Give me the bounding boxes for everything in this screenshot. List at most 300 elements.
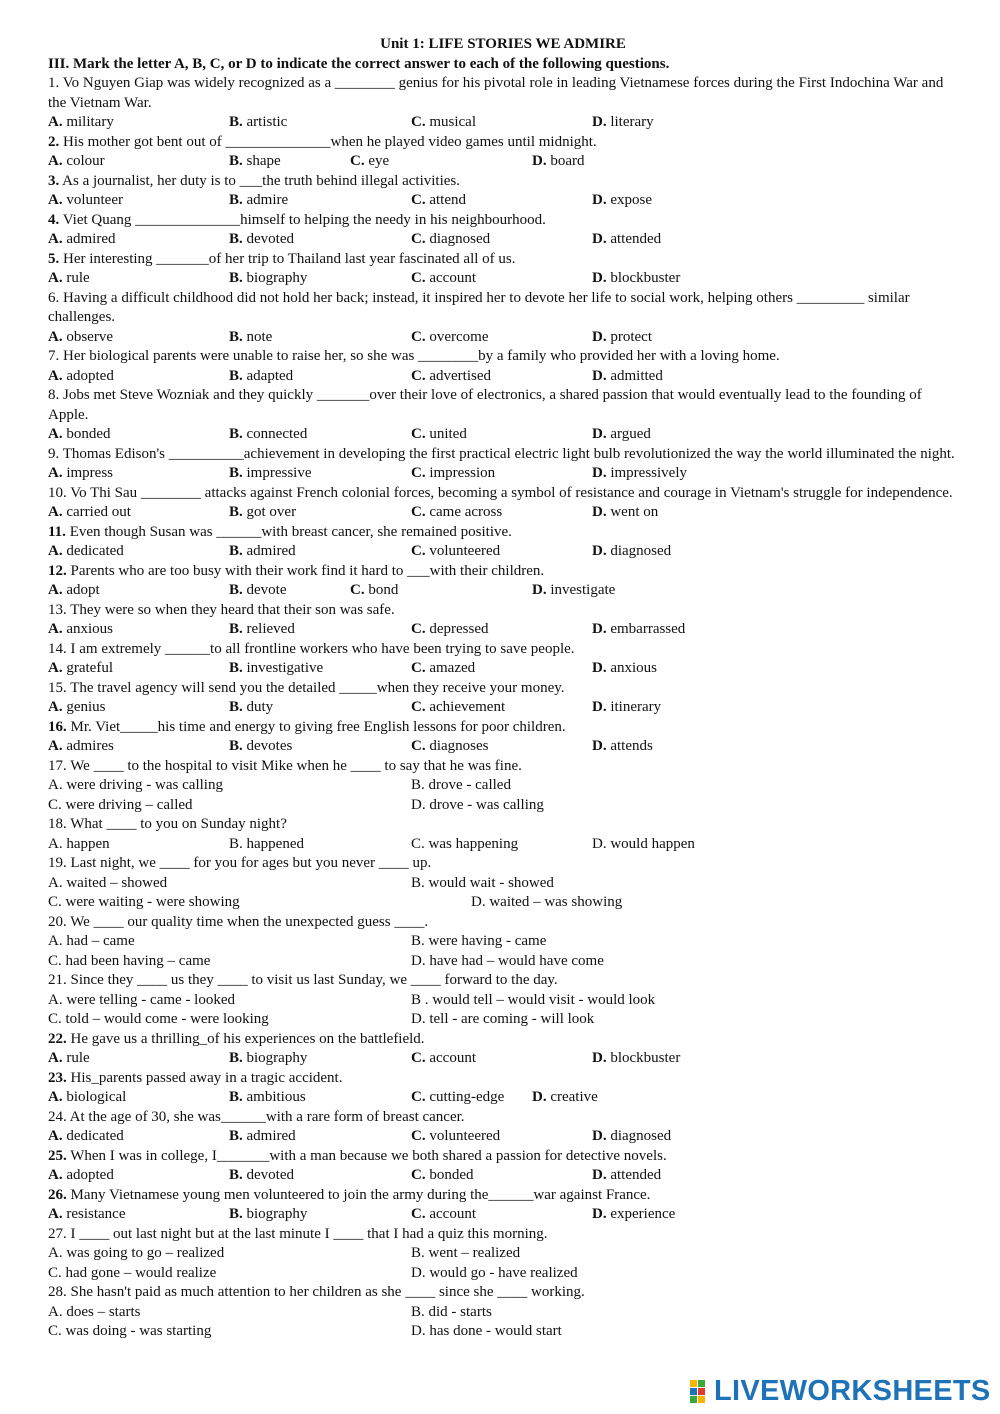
- option-text: resistance: [66, 1206, 126, 1222]
- answer-option[interactable]: [411, 269, 476, 289]
- option-text: experience: [610, 1206, 676, 1222]
- answer-option[interactable]: C. had been having – came: [48, 952, 211, 969]
- answer-option[interactable]: [592, 425, 651, 445]
- question-item: [48, 718, 958, 757]
- answer-option[interactable]: [48, 269, 90, 289]
- answer-option[interactable]: [229, 328, 272, 348]
- question-text: [48, 1147, 958, 1167]
- option-letter: B.: [229, 1128, 243, 1144]
- answer-option[interactable]: B. happened: [229, 835, 304, 852]
- question-number: 2.: [48, 133, 60, 150]
- option-letter: B.: [229, 699, 243, 715]
- option-text: biography: [246, 270, 308, 286]
- answer-option[interactable]: [229, 269, 307, 289]
- option-text: bonded: [429, 1167, 474, 1183]
- answer-option[interactable]: [48, 1088, 126, 1108]
- question-text: [48, 1030, 958, 1050]
- answer-option[interactable]: [229, 1088, 306, 1108]
- answer-option[interactable]: [532, 581, 615, 601]
- answer-option[interactable]: [592, 269, 680, 289]
- options-row: [48, 1049, 958, 1069]
- answer-option[interactable]: [411, 230, 490, 250]
- option-text: amazed: [429, 660, 476, 676]
- answer-option[interactable]: A. were driving - was calling: [48, 777, 223, 793]
- question-stem: Since they ____ us they ____ to visit us last Sunday, we ____ forward to the day.: [66, 972, 558, 988]
- answer-option[interactable]: [229, 737, 292, 757]
- question-stem: Parents who are too busy with their work find it hard to ___with their children.: [66, 562, 545, 579]
- answer-option[interactable]: [229, 503, 296, 523]
- question-number: 5.: [48, 250, 60, 267]
- answer-option[interactable]: [229, 542, 296, 562]
- option-letter: A.: [48, 231, 63, 247]
- answer-option[interactable]: [411, 737, 489, 757]
- option-letter: D.: [592, 192, 607, 208]
- option-text: colour: [66, 153, 105, 169]
- answer-option[interactable]: [592, 1127, 671, 1147]
- answer-option[interactable]: A. happen: [48, 835, 110, 852]
- option-letter: B.: [229, 504, 243, 520]
- answer-option[interactable]: [592, 620, 685, 640]
- option-text: anxious: [610, 660, 658, 676]
- answer-option[interactable]: A. had – came: [48, 933, 135, 949]
- option-letter: B.: [229, 367, 243, 384]
- option-letter: D.: [592, 1050, 607, 1066]
- option-letter: D.: [592, 231, 607, 247]
- answer-option[interactable]: D. have had – would have come: [411, 952, 604, 969]
- answer-option[interactable]: C. were driving – called: [48, 796, 193, 813]
- options-row: [48, 152, 958, 172]
- answer-option[interactable]: [592, 659, 657, 679]
- question-item: [48, 1147, 958, 1186]
- options-row: [48, 503, 958, 523]
- answer-option[interactable]: [592, 503, 658, 523]
- answer-option[interactable]: [229, 1205, 307, 1225]
- option-letter: C.: [411, 1128, 426, 1144]
- answer-option[interactable]: D. would happen: [592, 835, 695, 852]
- option-text: literary: [610, 114, 654, 130]
- answer-option[interactable]: [229, 191, 288, 211]
- option-text: overcome: [429, 328, 489, 345]
- question-text: [48, 347, 958, 367]
- question-item: [48, 971, 958, 1030]
- question-number: 14.: [48, 640, 67, 657]
- answer-option[interactable]: [411, 1127, 500, 1147]
- options-row: [48, 796, 958, 816]
- option-text: observe: [66, 328, 113, 345]
- answer-option[interactable]: [411, 113, 476, 133]
- options-row: [48, 1010, 958, 1030]
- option-text: biography: [246, 1206, 308, 1222]
- option-letter: B.: [229, 543, 243, 559]
- option-letter: C.: [411, 231, 426, 247]
- answer-option[interactable]: [48, 152, 105, 172]
- option-text: duty: [246, 699, 274, 715]
- question-number: 10.: [48, 484, 67, 501]
- answer-option[interactable]: D. would go - have realized: [411, 1264, 578, 1281]
- answer-option[interactable]: B. drove - called: [411, 777, 511, 793]
- question-text: [48, 133, 958, 153]
- question-text: [48, 289, 958, 328]
- option-text: advertised: [429, 367, 491, 384]
- option-letter: A.: [48, 367, 63, 384]
- answer-option[interactable]: [48, 1166, 114, 1186]
- question-item: [48, 74, 958, 133]
- question-text: [48, 562, 958, 582]
- question-number: 13.: [48, 601, 67, 618]
- option-text: got over: [246, 504, 297, 520]
- answer-option[interactable]: [411, 1088, 504, 1108]
- options-row: [48, 952, 958, 972]
- question-stem: The travel agency will send you the detailed _____when they receive your money.: [66, 679, 565, 696]
- answer-option[interactable]: [48, 659, 113, 679]
- question-number: 15.: [48, 679, 67, 696]
- answer-option[interactable]: [229, 1049, 307, 1069]
- answer-option[interactable]: D. tell - are coming - will look: [411, 1011, 595, 1027]
- answer-option[interactable]: [592, 113, 654, 133]
- question-text: [48, 484, 958, 504]
- answer-option[interactable]: [532, 1088, 598, 1108]
- question-item: [48, 445, 958, 484]
- answer-option[interactable]: [48, 1049, 90, 1069]
- option-text: rule: [66, 270, 90, 286]
- option-letter: A.: [48, 582, 63, 598]
- answer-option[interactable]: [48, 1205, 125, 1225]
- option-letter: B.: [229, 153, 243, 169]
- answer-option[interactable]: [229, 581, 287, 601]
- answer-option[interactable]: [592, 367, 663, 387]
- answer-option[interactable]: D. waited – was showing: [471, 894, 623, 910]
- answer-option[interactable]: [592, 737, 653, 757]
- option-text: cutting-edge: [429, 1089, 505, 1105]
- option-letter: C.: [411, 621, 426, 637]
- question-text: [48, 211, 958, 231]
- option-text: admired: [66, 231, 116, 247]
- option-letter: C.: [411, 367, 426, 384]
- option-text: connected: [246, 426, 308, 442]
- option-letter: C.: [411, 328, 426, 345]
- answer-option[interactable]: [48, 620, 113, 640]
- option-text: devoted: [246, 231, 294, 247]
- answer-option[interactable]: B . would tell – would visit - would look: [411, 991, 656, 1008]
- answer-option[interactable]: C. had gone – would realize: [48, 1264, 217, 1281]
- answer-option[interactable]: [350, 152, 389, 172]
- option-letter: D.: [532, 582, 547, 598]
- option-letter: C.: [411, 1050, 426, 1066]
- question-item: [48, 386, 958, 445]
- option-text: adapted: [246, 367, 294, 384]
- question-text: [48, 1283, 958, 1303]
- question-item: [48, 289, 958, 348]
- question-number: 4.: [48, 211, 60, 228]
- option-letter: B.: [229, 114, 243, 130]
- option-text: volunteer: [66, 192, 123, 208]
- answer-option[interactable]: A. were telling - came - looked: [48, 991, 236, 1008]
- question-text: [48, 250, 958, 270]
- option-text: embarrassed: [610, 621, 686, 637]
- option-letter: B.: [229, 1089, 243, 1105]
- answer-option[interactable]: [411, 698, 505, 718]
- answer-option[interactable]: [229, 113, 287, 133]
- option-text: adopt: [66, 582, 100, 598]
- options-row: [48, 1127, 958, 1147]
- answer-option[interactable]: B. were having - came: [411, 933, 547, 949]
- answer-option[interactable]: [48, 503, 131, 523]
- option-text: volunteered: [429, 1128, 501, 1144]
- answer-option[interactable]: [229, 659, 323, 679]
- option-text: attends: [610, 738, 653, 754]
- option-letter: B.: [229, 738, 243, 754]
- option-letter: D.: [592, 1128, 607, 1144]
- option-text: went on: [610, 504, 659, 520]
- option-text: biological: [66, 1089, 127, 1105]
- answer-option[interactable]: [411, 367, 491, 387]
- option-letter: D.: [532, 153, 547, 169]
- logo-text: LIVEWORKSHEETS: [714, 1374, 991, 1407]
- option-letter: B.: [229, 231, 243, 247]
- option-letter: C.: [350, 582, 365, 598]
- answer-option[interactable]: D. drove - was calling: [411, 796, 544, 813]
- answer-option[interactable]: [229, 152, 281, 172]
- question-item: [48, 484, 958, 523]
- question-item: [48, 1108, 958, 1147]
- question-number: 12.: [48, 562, 67, 579]
- question-text: [48, 1186, 958, 1206]
- option-text: volunteered: [429, 543, 501, 559]
- question-stem: Many Vietnamese young men volunteered to join the army during the______war against France.: [66, 1186, 651, 1203]
- option-text: admitted: [610, 367, 663, 384]
- answer-option[interactable]: [229, 367, 293, 387]
- option-text: united: [429, 426, 467, 442]
- answer-option[interactable]: [48, 367, 114, 387]
- option-letter: C.: [411, 465, 426, 481]
- option-letter: D.: [532, 1089, 547, 1105]
- question-stem: Vo Nguyen Giap was widely recognized as a ________ genius for his pivotal role in leading Vietnamese forces during the First Indochina War and the Vietnam War.: [48, 75, 944, 111]
- options-row: [48, 835, 958, 855]
- question-list: [48, 74, 958, 1342]
- answer-option[interactable]: [411, 1205, 476, 1225]
- question-item: [48, 640, 958, 679]
- answer-option[interactable]: [48, 425, 111, 445]
- question-stem: Last night, we ____ for you for ages but you never ____ up.: [66, 855, 432, 871]
- question-stem: What ____ to you on Sunday night?: [66, 816, 287, 832]
- answer-option[interactable]: [411, 620, 489, 640]
- question-number: 7.: [48, 348, 60, 364]
- logo-mark-icon: [690, 1378, 712, 1404]
- answer-option[interactable]: [411, 191, 466, 211]
- options-row: [48, 1166, 958, 1186]
- option-letter: B.: [229, 192, 243, 208]
- answer-option[interactable]: [48, 464, 113, 484]
- question-number: 9.: [48, 445, 60, 462]
- options-row: [48, 776, 958, 796]
- answer-option[interactable]: A. waited – showed: [48, 874, 168, 891]
- option-letter: A.: [48, 660, 63, 676]
- option-letter: D.: [592, 465, 607, 481]
- answer-option[interactable]: [411, 1166, 474, 1186]
- question-number: 26.: [48, 1186, 67, 1203]
- options-row: [48, 367, 958, 387]
- answer-option[interactable]: [229, 230, 294, 250]
- question-text: [48, 815, 958, 835]
- option-text: devoted: [246, 1167, 294, 1183]
- answer-option[interactable]: [229, 1166, 294, 1186]
- answer-option[interactable]: [48, 737, 114, 757]
- question-text: [48, 172, 958, 192]
- option-text: rule: [66, 1050, 90, 1066]
- option-text: devote: [246, 582, 287, 598]
- option-letter: B.: [229, 1050, 243, 1066]
- question-number: 16.: [48, 718, 67, 735]
- question-item: [48, 1186, 958, 1225]
- option-text: genius: [66, 699, 106, 715]
- answer-option[interactable]: [48, 542, 124, 562]
- answer-option[interactable]: [229, 698, 273, 718]
- option-text: attended: [610, 1167, 662, 1183]
- option-letter: C.: [411, 270, 426, 286]
- answer-option[interactable]: [350, 581, 398, 601]
- question-item: [48, 854, 958, 913]
- answer-option[interactable]: D. has done - would start: [411, 1323, 562, 1339]
- options-row: [48, 1264, 958, 1284]
- option-text: protect: [610, 328, 652, 345]
- question-number: 6.: [48, 289, 60, 306]
- answer-option[interactable]: B. went – realized: [411, 1245, 521, 1261]
- answer-option[interactable]: C. was doing - was starting: [48, 1323, 212, 1339]
- option-text: admired: [246, 1128, 296, 1144]
- answer-option[interactable]: [48, 581, 100, 601]
- options-row: [48, 269, 958, 289]
- question-text: [48, 445, 958, 465]
- answer-option[interactable]: [592, 328, 652, 348]
- answer-option[interactable]: C. told – would come - were looking: [48, 1011, 269, 1027]
- answer-option[interactable]: [411, 503, 502, 523]
- option-text: impression: [429, 465, 496, 481]
- option-text: argued: [610, 426, 651, 442]
- answer-option[interactable]: [48, 328, 113, 348]
- answer-option[interactable]: [592, 1205, 675, 1225]
- answer-option[interactable]: [592, 1049, 680, 1069]
- options-row: [48, 932, 958, 952]
- answer-option[interactable]: [411, 425, 467, 445]
- answer-option[interactable]: [592, 230, 661, 250]
- question-item: [48, 1069, 958, 1108]
- question-text: [48, 74, 958, 113]
- question-item: [48, 679, 958, 718]
- answer-option[interactable]: [411, 542, 500, 562]
- options-row: [48, 1303, 958, 1323]
- option-letter: D.: [592, 699, 607, 715]
- option-text: itinerary: [610, 699, 662, 715]
- option-letter: A.: [48, 1167, 63, 1183]
- option-letter: B.: [229, 621, 243, 637]
- option-letter: D.: [592, 660, 607, 676]
- question-stem: Her interesting _______of her trip to Thailand last year fascinated all of us.: [59, 250, 516, 267]
- option-text: biography: [246, 1050, 308, 1066]
- question-text: [48, 1069, 958, 1089]
- answer-option[interactable]: [411, 464, 495, 484]
- option-letter: B.: [229, 1167, 243, 1183]
- answer-option[interactable]: [411, 659, 475, 679]
- question-text: [48, 854, 958, 874]
- answer-option[interactable]: [48, 1127, 124, 1147]
- answer-option[interactable]: [411, 328, 488, 348]
- answer-option[interactable]: [592, 464, 687, 484]
- options-row: [48, 1322, 958, 1342]
- question-item: [48, 347, 958, 386]
- answer-option[interactable]: A. was going to go – realized: [48, 1245, 225, 1261]
- option-letter: D.: [592, 114, 607, 130]
- option-text: diagnosed: [610, 543, 672, 559]
- options-row: [48, 328, 958, 348]
- option-text: note: [246, 328, 273, 345]
- answer-option[interactable]: [48, 698, 106, 718]
- option-text: devotes: [246, 738, 293, 754]
- answer-option[interactable]: B. would wait - showed: [411, 874, 554, 891]
- option-text: bond: [368, 582, 399, 598]
- option-text: creative: [550, 1089, 598, 1105]
- option-text: account: [429, 1050, 476, 1066]
- answer-option[interactable]: [229, 1127, 296, 1147]
- answer-option[interactable]: [592, 191, 652, 211]
- option-text: admired: [246, 543, 296, 559]
- options-row: [48, 991, 958, 1011]
- answer-option[interactable]: [229, 425, 307, 445]
- answer-option[interactable]: [48, 191, 123, 211]
- options-row: [48, 737, 958, 757]
- answer-option[interactable]: [229, 464, 312, 484]
- answer-option[interactable]: [411, 1049, 476, 1069]
- answer-option[interactable]: [592, 698, 661, 718]
- option-text: relieved: [246, 621, 295, 637]
- question-stem: When I was in college, I_______with a man because we both shared a passion for detective novels.: [66, 1147, 667, 1164]
- answer-option[interactable]: [592, 542, 671, 562]
- option-letter: B.: [229, 660, 243, 676]
- options-row: [48, 581, 958, 601]
- question-text: [48, 971, 958, 991]
- question-number: 27.: [48, 1225, 67, 1242]
- liveworksheets-logo: [690, 1374, 991, 1408]
- answer-option[interactable]: C. were waiting - were showing: [48, 894, 240, 910]
- option-text: blockbuster: [610, 1050, 681, 1066]
- option-text: came across: [429, 504, 503, 520]
- question-number: 19.: [48, 855, 67, 871]
- option-text: attended: [610, 231, 662, 247]
- option-letter: C.: [411, 1089, 426, 1105]
- options-row: [48, 464, 958, 484]
- question-text: [48, 718, 958, 738]
- option-letter: B.: [229, 465, 243, 481]
- answer-option[interactable]: C. was happening: [411, 835, 519, 852]
- options-row: [48, 542, 958, 562]
- option-text: impressive: [246, 465, 312, 481]
- question-stem: We ____ to the hospital to visit Mike when he ____ to say that he was fine.: [66, 757, 522, 774]
- answer-option[interactable]: [532, 152, 585, 172]
- option-letter: D.: [592, 1167, 607, 1183]
- answer-option[interactable]: [229, 620, 295, 640]
- option-letter: B.: [229, 1206, 243, 1222]
- options-row: [48, 620, 958, 640]
- answer-option[interactable]: [48, 113, 114, 133]
- answer-option[interactable]: [592, 1166, 661, 1186]
- answer-option[interactable]: A. does – starts: [48, 1303, 141, 1320]
- option-text: expose: [610, 192, 652, 208]
- question-stem: I am extremely ______to all frontline workers who have been trying to save people.: [66, 640, 575, 657]
- question-number: 20.: [48, 913, 67, 930]
- answer-option[interactable]: B. did - starts: [411, 1303, 492, 1320]
- question-number: 28.: [48, 1284, 67, 1300]
- answer-option[interactable]: [48, 230, 116, 250]
- question-item: [48, 250, 958, 289]
